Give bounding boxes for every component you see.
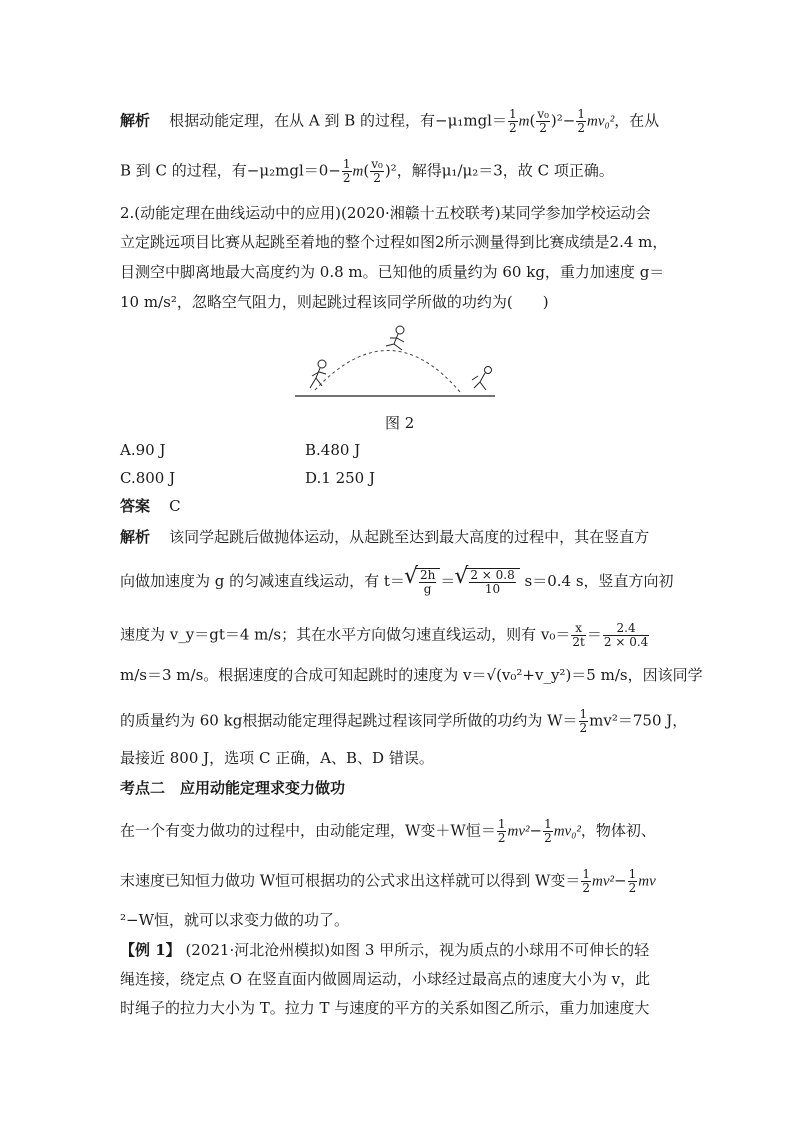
option-a: A.90 J — [120, 441, 166, 459]
section-p1: 在一个有变力做功的过程中，由动能定理，W变＋W恒＝ $\frac{1}{2}$ mv²− $\frac{1}{2}$ mv₀²，物体初、 — [120, 817, 656, 845]
option-d: D.1 250 J — [305, 469, 375, 487]
section-p2: 末速度已知恒力做功 W恒可根据功的公式求出这样就可以得到 W变＝ $\frac{1}{2}$ mv²− $\frac{1}{2}$ mv — [120, 867, 656, 895]
analysis2-line5: 的质量约为 60 kg根据动能定理得起跳过程该同学所做的功约为 W＝ $\frac{1}{2}$ mv²＝750 J， — [120, 707, 688, 735]
q2-line3: 目测空中脚离地最大高度约为 0.8 m。已知他的质量约为 60 kg，重力加速度 g＝ — [120, 263, 665, 281]
trajectory-curve — [315, 350, 460, 392]
analysis2-line1: 解析 该同学起跳后做抛体运动，从起跳至达到最大高度的过程中，其在竖直方 — [120, 528, 650, 546]
half-fraction: $\frac{1}{2}$ — [508, 107, 517, 135]
analysis1-text-d: ，解得μ₁/μ₂＝3，故 C 项正确。 — [396, 161, 614, 180]
option-c: C.800 J — [120, 469, 176, 487]
example-line3: 时绳子的拉力大小为 T。拉力 T 与速度的平方的关系如图乙所示，重力加速度大 — [120, 999, 650, 1017]
jumper-landing-icon — [472, 367, 492, 391]
long-jump-figure — [290, 320, 500, 400]
section-p3: ²−W恒，就可以求变力做的功了。 — [120, 911, 350, 929]
analysis2-line4: m/s＝3 m/s。根据速度的合成可知起跳时的速度为 v＝√(v₀²+v_y²)＝5 m/s，因该同学 — [120, 666, 703, 684]
q2-line1: 2.(动能定理在曲线运动中的应用)(2020·湘赣十五校联考)某同学参加学校运动会 — [120, 204, 651, 222]
analysis2-line3: 速度为 v_y＝gt＝4 m/s；其在水平方向做匀速直线运动，则有 v₀＝ $\frac{x}{2t}$ ＝ $\frac{2.4}{2 \times 0.4}$ — [120, 621, 649, 649]
q2-line4: 10 m/s²，忽略空气阻力，则起跳过程该同学所做的功约为( ) — [120, 293, 549, 311]
analysis1-text-c: B 到 C 的过程，有−μ₂mgl＝0− — [120, 161, 341, 180]
analysis2-line6: 最接近 800 J，选项 C 正确，A、B、D 错误。 — [120, 749, 434, 767]
option-b: B.480 J — [305, 441, 361, 459]
analysis-label: 解析 — [120, 111, 151, 130]
section-heading: 考点二 应用动能定理求变力做功 — [120, 779, 346, 797]
example-line1: 【例 1】 (2021·河北沧州模拟)如图 3 甲所示，视为质点的小球用不可伸长的轻 — [120, 941, 650, 959]
analysis2-label: 解析 — [120, 528, 151, 546]
jumper-start-icon — [310, 360, 326, 388]
analysis1-line1: 解析 根据动能定理，在从 A 到 B 的过程，有−μ₁mgl＝ $\frac{1}{2}$ m( $\frac{\text{v₀}}{2}$ )²− $\frac{1}{2}$ mv₀²，在从 — [120, 107, 660, 135]
figure-caption: 图 2 — [385, 414, 415, 432]
example-tag: 【例 1】 — [120, 941, 181, 959]
answer-value: C — [169, 497, 181, 515]
analysis2-line2: 向做加速度为 g 的匀减速直线运动，有 t＝ √ $\frac{2h}{g}$ ＝ √ $\frac{2 \times 0.8}{10}$ s＝0.4 s，竖直方向初 — [120, 568, 680, 596]
example-line2: 绳连接，绕定点 O 在竖直面内做圆周运动，小球经过最高点的速度大小为 v，此 — [120, 970, 651, 988]
answer-line — [120, 496, 680, 516]
answer-label: 答案 — [120, 497, 151, 515]
analysis1-text-b: ，在从 — [614, 111, 660, 130]
analysis1-line2: B 到 C 的过程，有−μ₂mgl＝0− $\frac{1}{2}$ m( $\frac{\text{v₀}}{2}$ )²，解得μ₁/μ₂＝3，故 C 项正确。 — [120, 157, 614, 185]
jumper-air-icon — [386, 326, 404, 350]
q2-line2: 立定跳远项目比赛从起跳至着地的整个过程如图2所示测量得到比赛成绩是2.4 m， — [120, 233, 668, 251]
analysis1-text-a: 根据动能定理，在从 A 到 B 的过程，有−μ₁mgl＝ — [169, 111, 507, 130]
